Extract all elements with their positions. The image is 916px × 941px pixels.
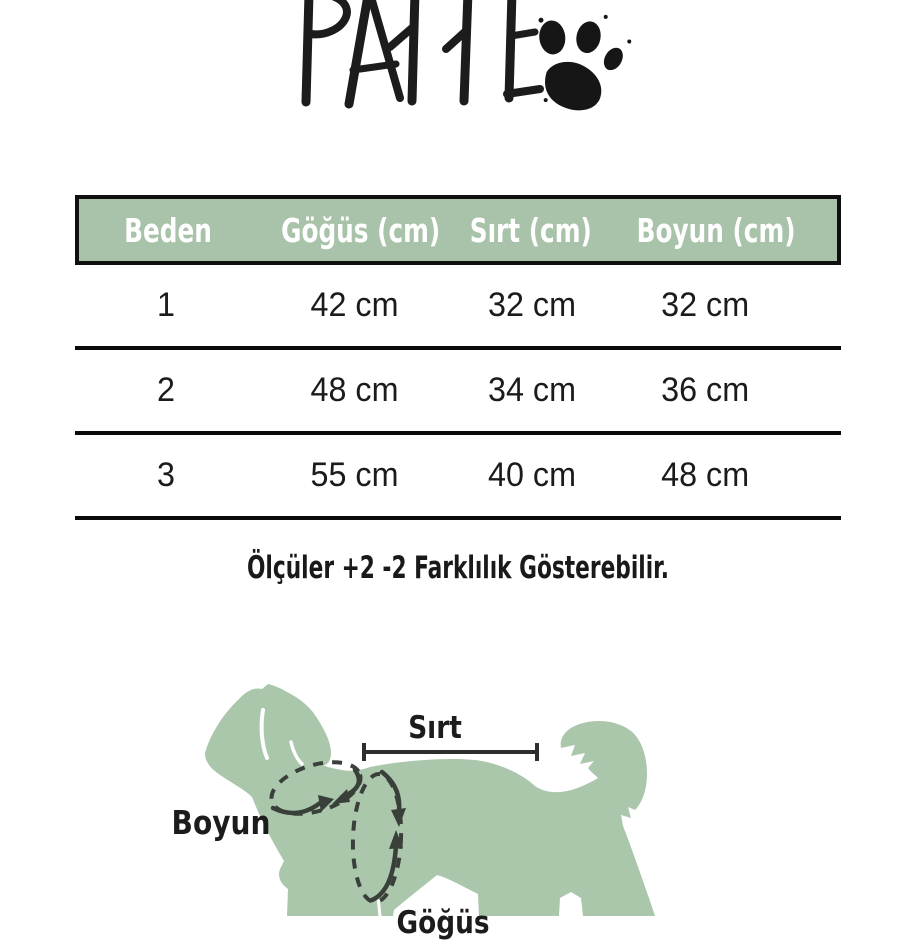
logo-letters — [306, 0, 540, 104]
dog-illustration — [0, 630, 916, 916]
chest-label: Göğüs — [396, 905, 490, 941]
column-header-chest: Göğüs (cm) — [281, 210, 441, 250]
cell-neck: 48 cm — [661, 456, 750, 494]
tolerance-note: Ölçüler +2 -2 Farklılık Gösterebilir. — [246, 550, 670, 586]
column-header-size: Beden — [124, 210, 212, 250]
neck-label: Boyun — [171, 803, 271, 842]
cell-back: 32 cm — [488, 286, 576, 324]
paw-print-icon — [529, 8, 634, 115]
cell-size: 3 — [157, 456, 175, 494]
cell-chest: 55 cm — [310, 456, 399, 494]
cell-back: 34 cm — [488, 371, 576, 409]
cell-chest: 48 cm — [310, 371, 399, 409]
table-row — [75, 435, 841, 520]
column-header-back: Sırt (cm) — [469, 210, 592, 250]
table-row — [75, 350, 841, 435]
cell-neck: 36 cm — [661, 371, 750, 409]
dog-measurement-diagram — [0, 630, 916, 941]
cell-size: 1 — [157, 286, 175, 324]
column-header-neck: Boyun (cm) — [636, 210, 796, 250]
size-table — [75, 195, 841, 520]
cell-back: 40 cm — [488, 456, 576, 494]
cell-size: 2 — [157, 371, 175, 409]
cell-chest: 42 cm — [310, 286, 399, 324]
back-label: Sırt — [408, 710, 462, 746]
size-table-header — [75, 195, 841, 265]
cell-neck: 32 cm — [661, 286, 750, 324]
table-row — [75, 265, 841, 350]
brand-logo — [0, 0, 916, 118]
